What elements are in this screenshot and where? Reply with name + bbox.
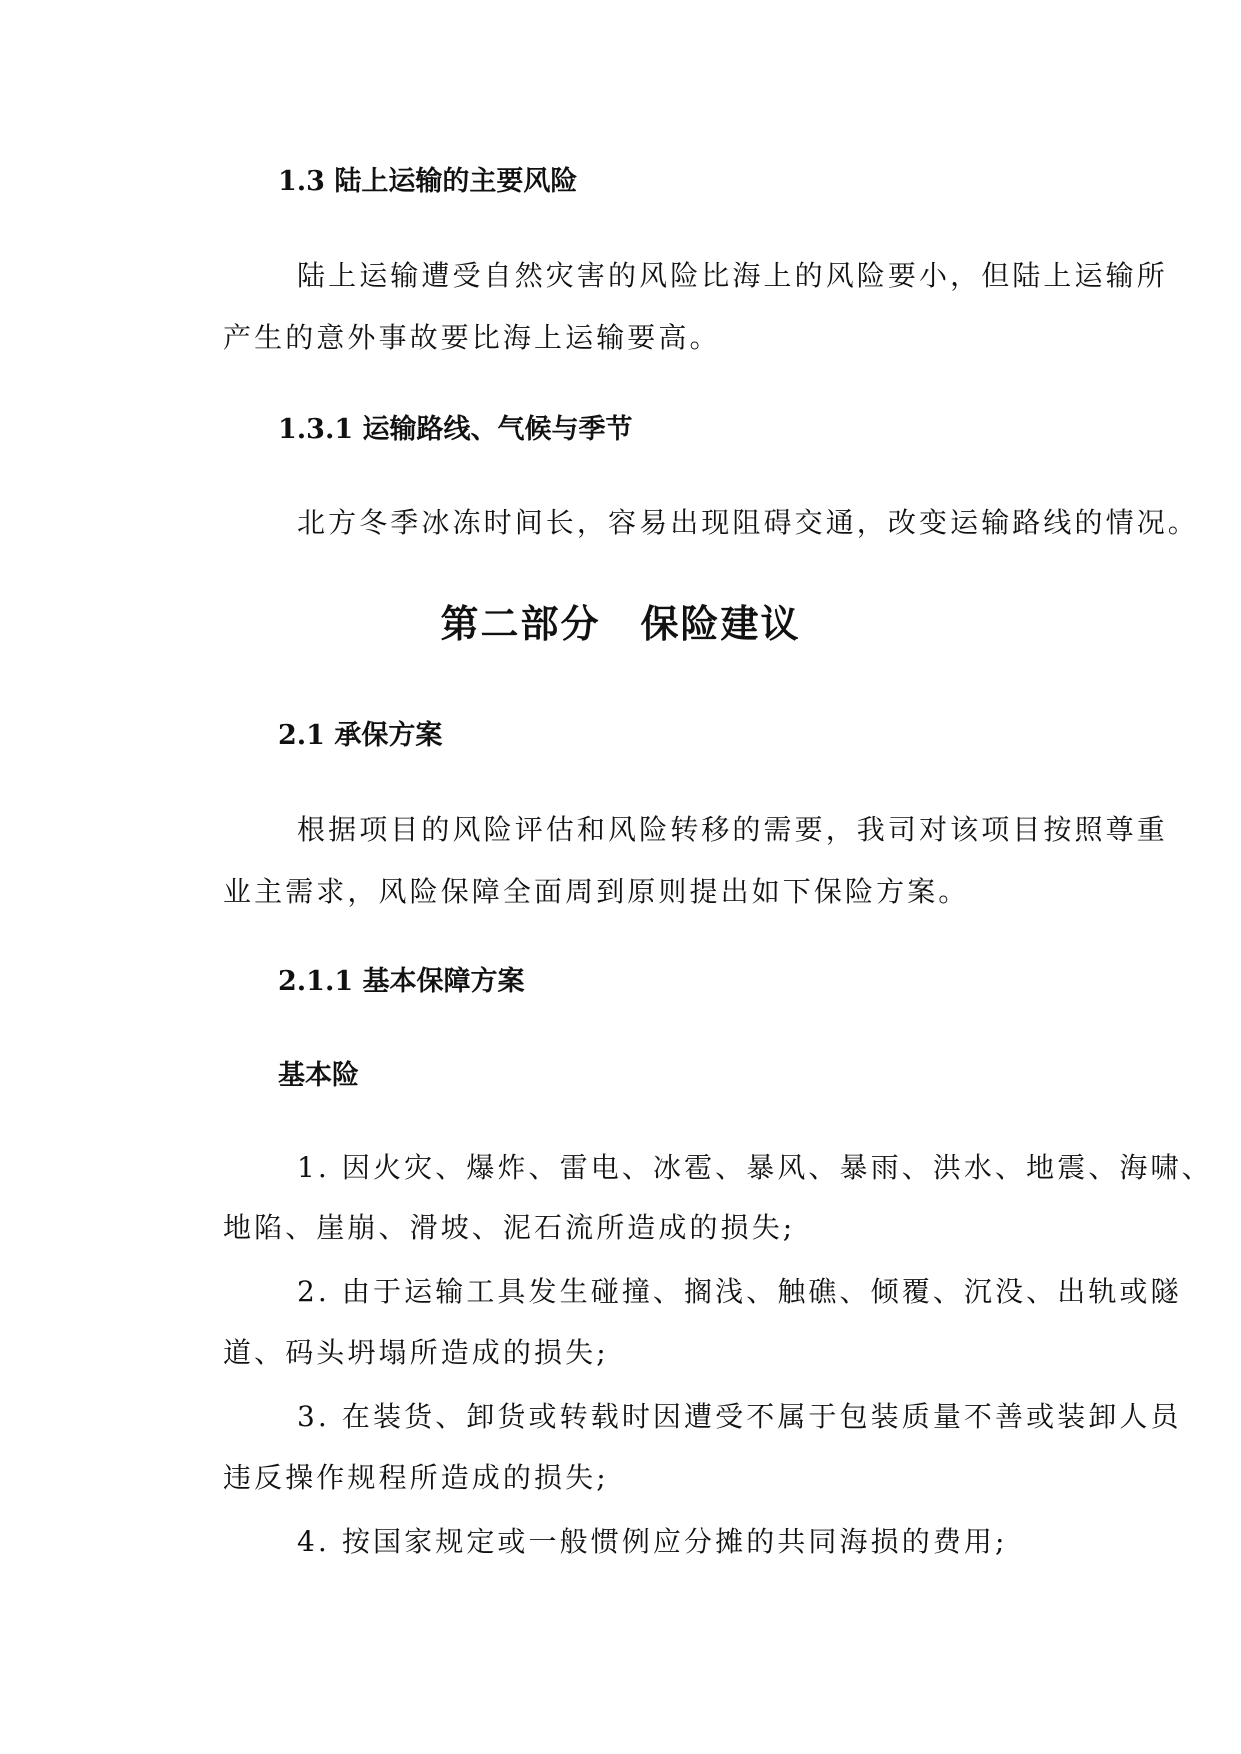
paragraph-1-3-line-2: 产生的意外事故要比海上运输要高。: [223, 321, 721, 354]
list-item-4-line-1: 4. 按国家规定或一般惯例应分摊的共同海损的费用;: [297, 1525, 1008, 1558]
list-item-1-line-2: 地陷、崖崩、滑坡、泥石流所造成的损失;: [223, 1211, 796, 1244]
paragraph-1-3-1: 北方冬季冰冻时间长，容易出现阻碍交通，改变运输路线的情况。: [297, 506, 1199, 539]
heading-2-1-1: 2.1.1 基本保障方案: [278, 966, 525, 997]
heading-basic-insurance: 基本险: [278, 1060, 359, 1091]
heading-1-3: 1.3 陆上运输的主要风险: [278, 166, 578, 197]
list-item-2-line-1: 2. 由于运输工具发生碰撞、搁浅、触礁、倾覆、沉没、出轨或隧: [297, 1275, 1182, 1308]
part-two-title: [0, 601, 1241, 646]
paragraph-2-1-line-1: 根据项目的风险评估和风险转移的需要，我司对该项目按照尊重: [297, 813, 1168, 846]
part-two-label: 第二部分: [440, 601, 601, 646]
list-item-3-line-1: 3. 在装货、卸货或转载时因遭受不属于包装质量不善或装卸人员: [297, 1400, 1182, 1433]
heading-2-1: 2.1 承保方案: [278, 720, 443, 751]
paragraph-1-3-line-1: 陆上运输遭受自然灾害的风险比海上的风险要小，但陆上运输所: [297, 259, 1168, 292]
list-item-1-line-1: 1. 因火灾、爆炸、雷电、冰雹、暴风、暴雨、洪水、地震、海啸、: [297, 1151, 1213, 1184]
list-item-2-line-2: 道、码头坍塌所造成的损失;: [223, 1336, 609, 1369]
list-item-3-line-2: 违反操作规程所造成的损失;: [223, 1461, 609, 1494]
paragraph-2-1-line-2: 业主需求，风险保障全面周到原则提出如下保险方案。: [223, 875, 970, 908]
part-two-subject: 保险建议: [640, 601, 801, 646]
heading-1-3-1: 1.3.1 运输路线、气候与季节: [278, 414, 633, 445]
